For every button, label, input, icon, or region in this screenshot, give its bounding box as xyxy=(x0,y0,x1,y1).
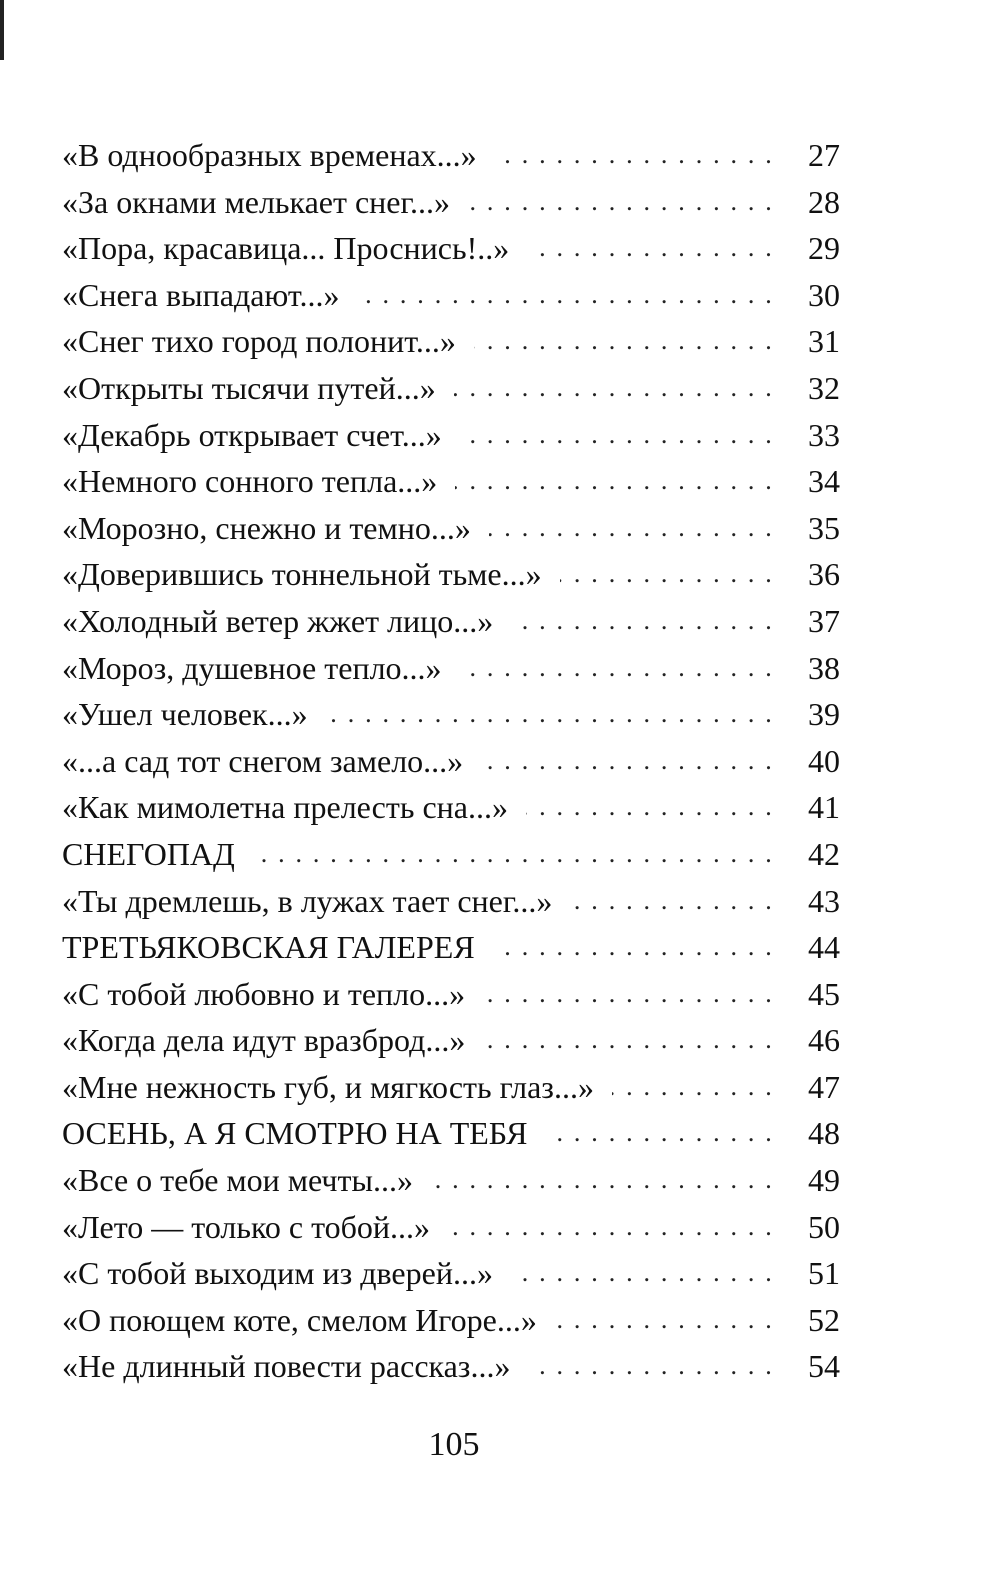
toc-entry xyxy=(62,831,840,878)
toc-leader-dots xyxy=(431,1157,774,1204)
toc-entry-page: 46 xyxy=(808,1022,840,1059)
toc-entry-page: 40 xyxy=(808,742,840,779)
toc-entry xyxy=(62,645,840,692)
toc-entry-page: 42 xyxy=(808,835,840,872)
toc-entry-page: 51 xyxy=(808,1255,840,1292)
toc-entry-title: «Снега выпадают...» xyxy=(62,276,340,313)
toc-leader-dots xyxy=(483,1017,774,1064)
toc-leader-dots xyxy=(448,1204,774,1251)
toc-entry-title: «С тобой любовно и тепло...» xyxy=(62,975,466,1012)
toc-entry xyxy=(62,738,840,785)
toc-entry xyxy=(62,225,840,272)
toc-entry-title: «Холодный ветер жжет лицо...» xyxy=(62,602,494,639)
toc-entry xyxy=(62,412,840,459)
toc-entry-page: 37 xyxy=(808,602,840,639)
toc-leader-dots xyxy=(489,505,774,552)
toc-leader-dots xyxy=(570,878,774,925)
toc-entry-title: «Декабрь открывает счет...» xyxy=(62,416,442,453)
toc-entry-page: 50 xyxy=(808,1208,840,1245)
toc-entry-page: 29 xyxy=(808,230,840,267)
toc-leader-dots xyxy=(545,1110,774,1157)
toc-entry xyxy=(62,365,840,412)
toc-leader-dots xyxy=(495,132,774,179)
toc-entry xyxy=(62,1064,840,1111)
toc-entry-page: 41 xyxy=(808,789,840,826)
toc-entry-title: «Снег тихо город полонит...» xyxy=(62,323,456,360)
toc-entry-title: «Когда дела идут вразброд...» xyxy=(62,1022,466,1059)
toc-leader-dots xyxy=(483,971,774,1018)
toc-entry xyxy=(62,1250,840,1297)
toc-entry-title: ОСЕНЬ, А Я СМОТРЮ НА ТЕБЯ xyxy=(62,1115,528,1152)
toc-leader-dots xyxy=(511,598,774,645)
toc-entry xyxy=(62,691,840,738)
toc-leader-dots xyxy=(454,365,774,412)
toc-entry-page: 36 xyxy=(808,556,840,593)
toc-entry-title: «Мне нежность губ, и мягкость глаз...» xyxy=(62,1068,594,1105)
toc-leader-dots xyxy=(481,738,774,785)
toc-leader-dots xyxy=(468,179,774,226)
toc-entry-title: «О поющем коте, смелом Игоре...» xyxy=(62,1301,537,1338)
toc-entry-page: 44 xyxy=(808,929,840,966)
toc-entry xyxy=(62,1343,840,1390)
toc-entry xyxy=(62,272,840,319)
toc-entry xyxy=(62,878,840,925)
toc-entry-title: ТРЕТЬЯКОВСКАЯ ГАЛЕРЕЯ xyxy=(62,929,475,966)
toc-leader-dots xyxy=(493,924,774,971)
toc-entry-page: 45 xyxy=(808,975,840,1012)
toc-leader-dots xyxy=(253,831,774,878)
toc-entry-page: 47 xyxy=(808,1068,840,1105)
toc-entry xyxy=(62,132,840,179)
toc-entry-page: 34 xyxy=(808,463,840,500)
table-of-contents xyxy=(62,132,840,1390)
toc-entry-title: «С тобой выходим из дверей...» xyxy=(62,1255,493,1292)
toc-entry-page: 27 xyxy=(808,137,840,173)
toc-leader-dots xyxy=(460,412,774,459)
toc-entry-title: «Ушел человек...» xyxy=(62,696,308,733)
toc-entry xyxy=(62,1204,840,1251)
toc-leader-dots xyxy=(526,784,774,831)
toc-entry-page: 49 xyxy=(808,1162,840,1199)
toc-entry-title: «...а сад тот снегом замело...» xyxy=(62,742,464,779)
toc-entry-title: «Как мимолетна прелесть сна...» xyxy=(62,789,508,826)
toc-entry-page: 31 xyxy=(808,323,840,360)
toc-entry-title: «Мороз, душевное тепло...» xyxy=(62,649,442,686)
toc-entry-page: 39 xyxy=(808,696,840,733)
toc-entry-title: СНЕГОПАД xyxy=(62,835,235,872)
toc-entry xyxy=(62,924,840,971)
toc-entry xyxy=(62,1297,840,1344)
toc-leader-dots xyxy=(326,691,774,738)
toc-entry-title: «Доверившись тоннельной тьме...» xyxy=(62,556,542,593)
toc-entry xyxy=(62,971,840,1018)
toc-leader-dots xyxy=(357,272,774,319)
toc-entry xyxy=(62,1017,840,1064)
toc-entry-title: «Лето — только с тобой...» xyxy=(62,1208,431,1245)
toc-entry xyxy=(62,784,840,831)
toc-entry-page: 43 xyxy=(808,882,840,919)
toc-entry xyxy=(62,1110,840,1157)
toc-entry xyxy=(62,318,840,365)
toc-entry-title: «В однообразных временах...» xyxy=(62,137,477,173)
toc-entry-page: 48 xyxy=(808,1115,840,1152)
toc-entry-title: «Немного сонного тепла...» xyxy=(62,463,438,500)
toc-entry xyxy=(62,458,840,505)
page-number: 105 xyxy=(428,1426,480,1463)
toc-entry xyxy=(62,179,840,226)
toc-entry xyxy=(62,598,840,645)
toc-entry-title: «Открыты тысячи путей...» xyxy=(62,369,436,406)
toc-entry-page: 35 xyxy=(808,509,840,546)
toc-leader-dots xyxy=(511,1250,774,1297)
toc-entry-page: 52 xyxy=(808,1301,840,1338)
page-edge-mark xyxy=(0,0,4,60)
toc-entry-page: 38 xyxy=(808,649,840,686)
toc-entry-page: 54 xyxy=(808,1348,840,1385)
toc-entry-title: «Ты дремлешь, в лужах тает снег...» xyxy=(62,882,553,919)
toc-entry-title: «Морозно, снежно и темно...» xyxy=(62,509,471,546)
toc-leader-dots xyxy=(560,551,774,598)
toc-leader-dots xyxy=(455,458,774,505)
toc-entry-page: 32 xyxy=(808,369,840,406)
toc-entry-title: «Пора, красавица... Проснись!..» xyxy=(62,230,510,267)
toc-entry xyxy=(62,505,840,552)
toc-entry xyxy=(62,1157,840,1204)
toc-entry xyxy=(62,551,840,598)
toc-entry-title: «За окнами мелькает снег...» xyxy=(62,183,450,220)
toc-leader-dots xyxy=(612,1064,774,1111)
toc-entry-title: «Все о тебе мои мечты...» xyxy=(62,1162,413,1199)
toc-leader-dots xyxy=(555,1297,774,1344)
toc-leader-dots xyxy=(474,318,774,365)
toc-entry-page: 33 xyxy=(808,416,840,453)
toc-entry-page: 30 xyxy=(808,276,840,313)
toc-leader-dots xyxy=(460,645,774,692)
toc-entry-page: 28 xyxy=(808,183,840,220)
toc-entry-title: «Не длинный повести рассказ...» xyxy=(62,1348,511,1385)
toc-leader-dots xyxy=(528,1343,774,1390)
toc-leader-dots xyxy=(527,225,774,272)
